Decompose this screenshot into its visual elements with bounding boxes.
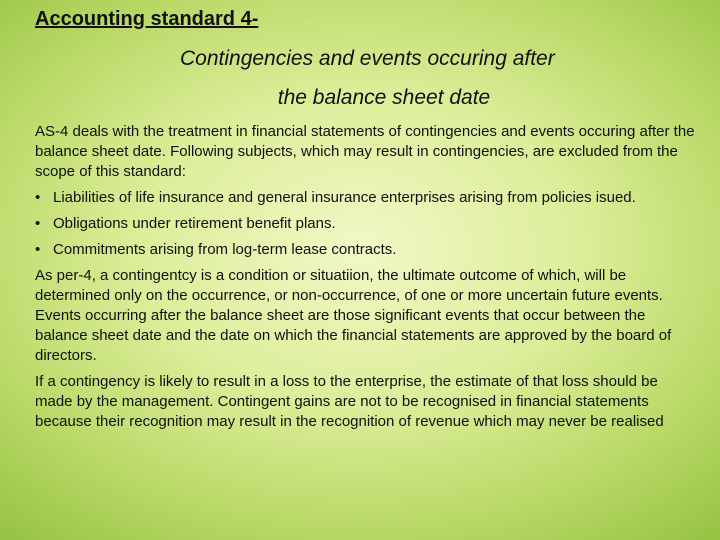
slide-body — [35, 122, 695, 438]
bullet-dot-icon: • — [35, 241, 41, 258]
bullet-dot-icon: • — [35, 215, 41, 232]
bullet-text: Obligations under retirement benefit plans. — [53, 215, 336, 232]
bullet-item — [35, 214, 695, 234]
loss-paragraph: If a contingency is likely to result in a loss to the enterprise, the estimate of that loss should be made by the management. Contingent gains are not to be recognised in financial statements because their recognition may result in the recognition of revenue which may never be realised — [35, 373, 664, 430]
bullet-text: Commitments arising from log-term lease contracts. — [53, 241, 397, 258]
bullet-item — [35, 240, 695, 260]
intro-paragraph: AS-4 deals with the treatment in financial statements of contingencies and events occuring after the balance sheet date. Following subjects, which may result in contingencies, are excluded from the scope of this standard: — [35, 123, 695, 180]
title-subheading-line2: the balance sheet date — [277, 86, 491, 109]
bullet-text: Liabilities of life insurance and general insurance enterprises arising from policies isued. — [53, 189, 636, 206]
title-heading: Accounting standard 4- — [35, 8, 259, 30]
title-subheading-line1: Contingencies and events occuring after — [180, 47, 555, 70]
definition-paragraph: As per-4, a contingentcy is a condition or situatiion, the ultimate outcome of which, will be determined only on the occurrence, or non-occurrence, of one or more uncertain future events. Events occurring after the balance sheet are those significant events that occur between the balance sheet date and the date on which the financial statements are approved by the board of directors. — [35, 267, 672, 364]
bullet-item — [35, 188, 695, 208]
bullet-dot-icon: • — [35, 189, 41, 206]
